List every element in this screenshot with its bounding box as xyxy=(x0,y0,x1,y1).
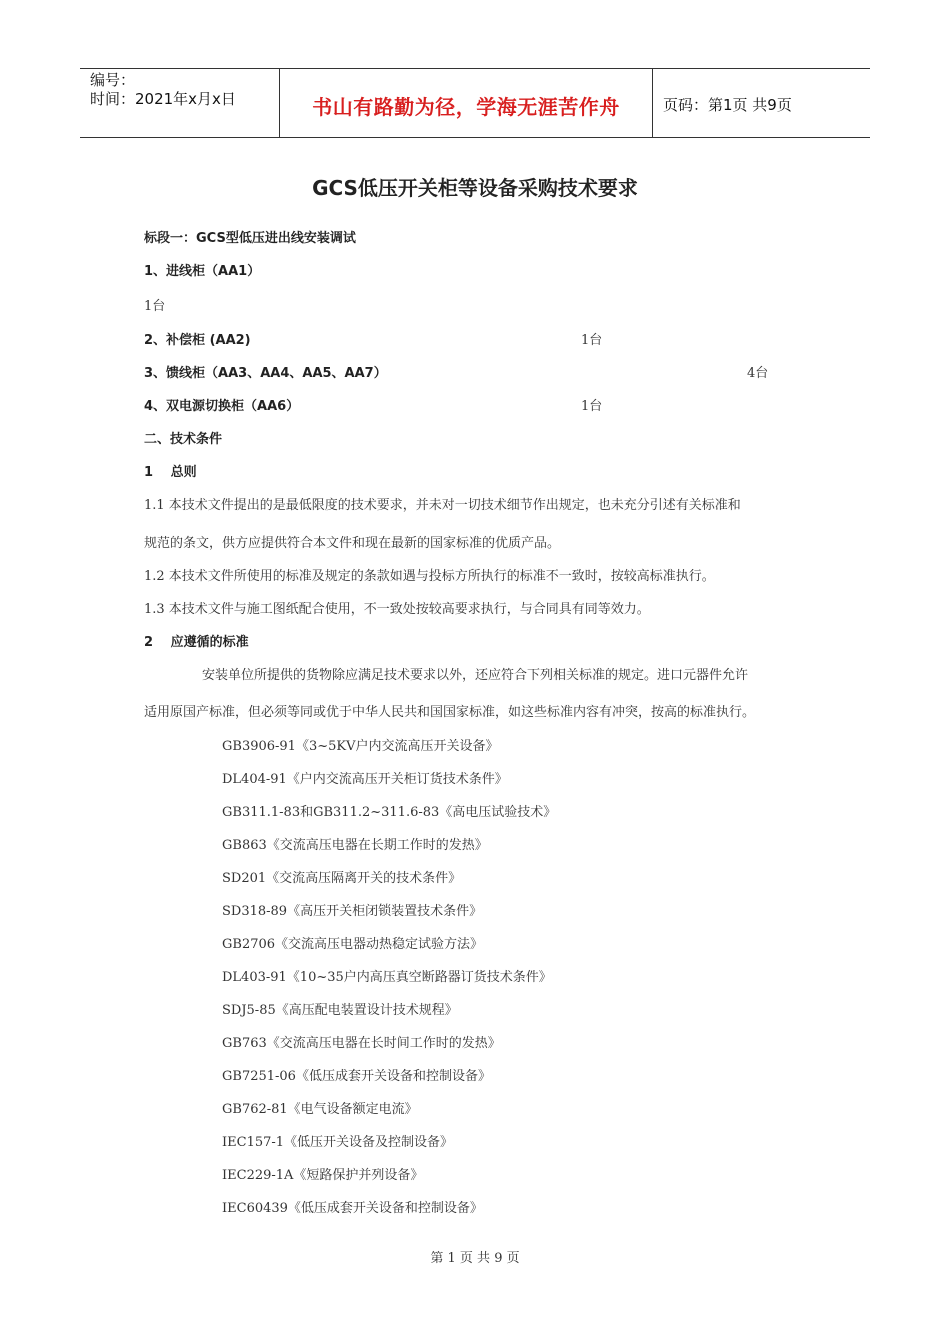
standard-item: SD201《交流高压隔离开关的技术条件》 xyxy=(222,871,462,886)
paragraph-1-1-b: 规范的条文，供方应提供符合本文件和现在最新的国家标准的优质产品。 xyxy=(144,536,561,551)
paragraph-1-3: 1.3 本技术文件与施工图纸配合使用，不一致处按较高要求执行，与合同具有同等效力。 xyxy=(144,602,650,617)
paragraph-1-1-a: 1.1 本技术文件提出的是最低限度的技术要求，并未对一切技术细节作出规定，也未充分引述有关标准和 xyxy=(144,498,741,513)
paragraph-2-b: 适用原国产标准，但必须等同或优于中华人民共和国国家标准，如这些标准内容有冲突，按高的标准执行。 xyxy=(144,705,756,720)
standard-item: GB311.1-83和GB311.2~311.6-83《高电压试验技术》 xyxy=(222,805,557,820)
header-left-cell xyxy=(80,69,280,137)
item-4-label: 4、双电源切换柜（AA6） xyxy=(144,399,300,414)
document-title: GCS低压开关柜等设备采购技术要求 xyxy=(312,176,638,200)
section1-heading: 标段一：GCS型低压进出线安装调试 xyxy=(144,231,356,246)
standard-item: DL404-91《户内交流高压开关柜订货技术条件》 xyxy=(222,772,508,787)
page-info: 页码：第1页 共9页 xyxy=(663,95,792,114)
standard-item: IEC60439《低压成套开关设备和控制设备》 xyxy=(222,1201,483,1216)
standard-item: IEC229-1A《短路保护并列设备》 xyxy=(222,1168,424,1183)
page-footer: 第 1 页 共 9 页 xyxy=(430,1251,520,1266)
standard-item: DL403-91《10~35户内高压真空断路器订货技术条件》 xyxy=(222,970,552,985)
standards-heading: 2 应遵循的标准 xyxy=(144,635,249,650)
item-2-label: 2、补偿柜 (AA2) xyxy=(144,333,251,348)
general-heading: 1 总则 xyxy=(144,465,197,480)
standard-item: GB863《交流高压电器在长期工作时的发热》 xyxy=(222,838,488,853)
time-label: 时间：2021年x月x日 xyxy=(90,90,236,108)
item-2-qty: 1台 xyxy=(581,333,603,348)
motto: 书山有路勤为径，学海无涯苦作舟 xyxy=(280,69,653,137)
item-3-label: 3、馈线柜（AA3、AA4、AA5、AA7） xyxy=(144,366,387,381)
standard-item: GB3906-91《3~5KV户内交流高压开关设备》 xyxy=(222,739,499,754)
section2-heading: 二、技术条件 xyxy=(144,432,223,447)
standard-item: GB7251-06《低压成套开关设备和控制设备》 xyxy=(222,1069,491,1084)
item-1-qty: 1台 xyxy=(144,299,166,314)
header-table xyxy=(80,68,870,138)
standard-item: GB762-81《电气设备额定电流》 xyxy=(222,1102,418,1117)
standard-item: SDJ5-85《高压配电装置设计技术规程》 xyxy=(222,1003,458,1018)
standard-item: GB2706《交流高压电器动热稳定试验方法》 xyxy=(222,937,484,952)
standard-item: IEC157-1《低压开关设备及控制设备》 xyxy=(222,1135,454,1150)
paragraph-2-a: 安装单位所提供的货物除应满足技术要求以外，还应符合下列相关标准的规定。进口元器件允许 xyxy=(202,668,749,683)
item-1-label: 1、进线柜（AA1） xyxy=(144,264,261,279)
item-4-qty: 1台 xyxy=(581,399,603,414)
standard-item: SD318-89《高压开关柜闭锁装置技术条件》 xyxy=(222,904,483,919)
standard-item: GB763《交流高压电器在长时间工作时的发热》 xyxy=(222,1036,501,1051)
paragraph-1-2: 1.2 本技术文件所使用的标准及规定的条款如遇与投标方所执行的标准不一致时，按较高标准执行。 xyxy=(144,569,715,584)
number-label: 编号： xyxy=(90,71,136,89)
item-3-qty: 4台 xyxy=(747,366,769,381)
